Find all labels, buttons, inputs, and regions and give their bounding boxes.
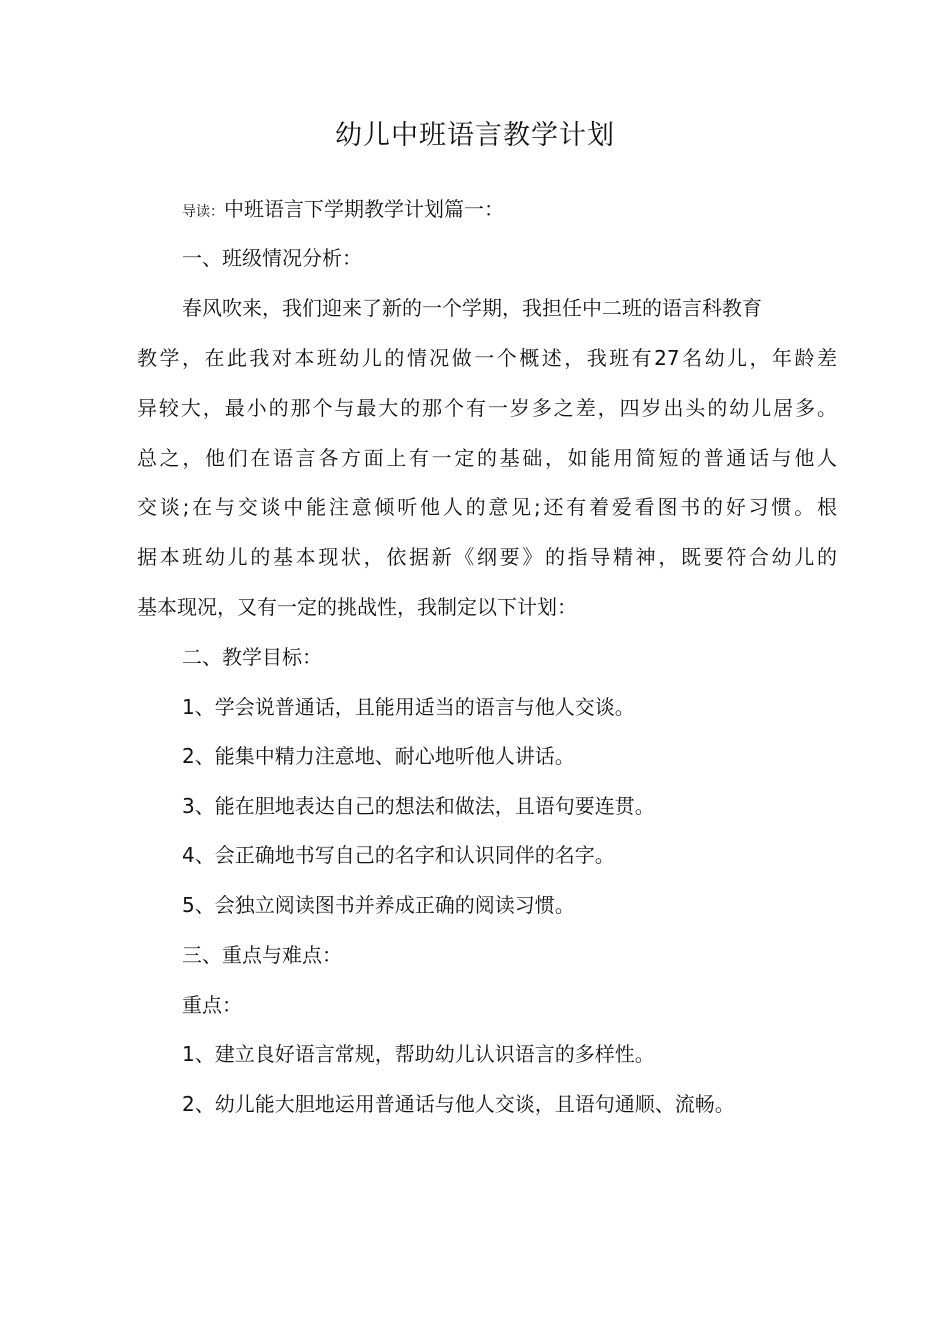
key-points-label: 重点：	[182, 993, 242, 1017]
section-heading-class-analysis: 一、班级情况分析：	[182, 246, 362, 270]
paragraph-line: 异较大，最小的那个与最大的那个有一岁多之差，四岁出头的幼儿居多。	[137, 396, 837, 420]
goal-item: 2、能集中精力注意地、耐心地听他人讲话。	[182, 744, 575, 768]
section-heading-key-difficult-points: 三、重点与难点：	[182, 943, 342, 967]
key-point-item: 1、建立良好语言常规，帮助幼儿认识语言的多样性。	[182, 1042, 655, 1066]
paragraph-line: 交谈;在与交谈中能注意倾听他人的意见;还有着爱看图书的好习惯。根	[137, 495, 837, 519]
paragraph-line: 教学，在此我对本班幼儿的情况做一个概述，我班有27名幼儿，年龄差	[137, 346, 837, 370]
section-heading-teaching-goals: 二、教学目标：	[182, 645, 322, 669]
intro-text: 中班语言下学期教学计划篇一：	[224, 197, 504, 221]
paragraph-line: 总之，他们在语言各方面上有一定的基础，如能用简短的普通话与他人	[137, 446, 837, 470]
goal-item: 1、学会说普通话，且能用适当的语言与他人交谈。	[182, 695, 635, 719]
goal-item: 3、能在胆地表达自己的想法和做法，且语句要连贯。	[182, 794, 655, 818]
goal-item: 5、会独立阅读图书并养成正确的阅读习惯。	[182, 893, 575, 917]
document-title: 幼儿中班语言教学计划	[335, 120, 615, 151]
intro-prefix: 导读：	[182, 204, 224, 220]
intro-line	[182, 194, 504, 227]
key-point-item: 2、幼儿能大胆地运用普通话与他人交谈，且语句通顺、流畅。	[182, 1092, 735, 1116]
goal-item: 4、会正确地书写自己的名字和认识同伴的名字。	[182, 843, 615, 867]
paragraph-line: 基本现况，又有一定的挑战性，我制定以下计划：	[137, 595, 577, 619]
paragraph-line: 据本班幼儿的基本现状，依据新《纲要》的指导精神，既要符合幼儿的	[137, 545, 837, 569]
paragraph-line: 春风吹来，我们迎来了新的一个学期，我担任中二班的语言科教育	[182, 296, 762, 320]
